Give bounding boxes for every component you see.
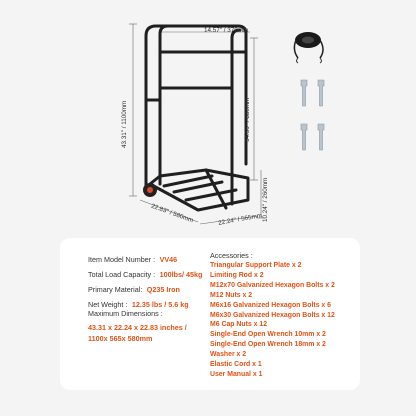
max-dim-line2: 1100x 565x 580mm <box>88 334 153 343</box>
wrench-icon <box>301 80 324 150</box>
accessory-item: M12 Nuts x 2 <box>210 291 253 299</box>
model-label: Item Model Number : <box>88 255 156 264</box>
material-label: Primary Material: <box>88 285 143 294</box>
inner-height-label: 34.56" / 880mm <box>244 97 251 142</box>
max-dim-label: Maximum Dimensions : <box>88 309 163 318</box>
accessory-item: M6x30 Galvanized Hexagon Bolts x 12 <box>210 311 335 319</box>
specs-card <box>60 238 360 390</box>
load-label: Total Load Capacity : <box>88 270 156 279</box>
weight-value: 12.35 lbs / 5.6 kg <box>131 300 189 309</box>
accessory-item: User Manual x 1 <box>210 370 263 378</box>
accessory-item: Triangular Support Plate x 2 <box>210 262 302 269</box>
base-depth-label: 22.83" / 580mm <box>150 202 195 225</box>
accessory-item: Elastic Cord x 1 <box>210 361 262 368</box>
accessories-title: Accessories : <box>210 251 253 260</box>
accessory-item: M12x70 Galvanized Hexagon Bolts x 2 <box>210 281 335 289</box>
load-value: 100lbs/ 45kg <box>159 270 203 279</box>
cart-frame <box>146 26 248 210</box>
accessory-item: M6x16 Galvanized Hexagon Bolts x 6 <box>210 301 332 309</box>
accessory-item: Limiting Rod x 2 <box>210 271 264 279</box>
elastic-cord <box>294 32 323 63</box>
base-width-label: 22.24" / 565mm <box>217 212 263 227</box>
material-value: Q235 Iron <box>146 285 180 294</box>
weight-label: Net Weight : <box>88 300 128 309</box>
base-height-label: 10.24" / 260mm <box>262 177 269 222</box>
accessory-item: Washer x 2 <box>210 351 247 359</box>
top-width-label: 14.57" / 370mm <box>204 27 249 34</box>
accessory-item: Single-End Open Wrench 10mm x 2 <box>210 331 326 339</box>
total-height-label: 43.31" / 1100mm <box>121 100 128 148</box>
max-dim-line1: 43.31 x 22.24 x 22.83 inches / <box>88 323 187 332</box>
accessory-item: Single-End Open Wrench 18mm x 2 <box>210 341 326 349</box>
model-value: VV46 <box>159 255 178 264</box>
accessory-item: M6 Cap Nuts x 12 <box>210 321 268 329</box>
